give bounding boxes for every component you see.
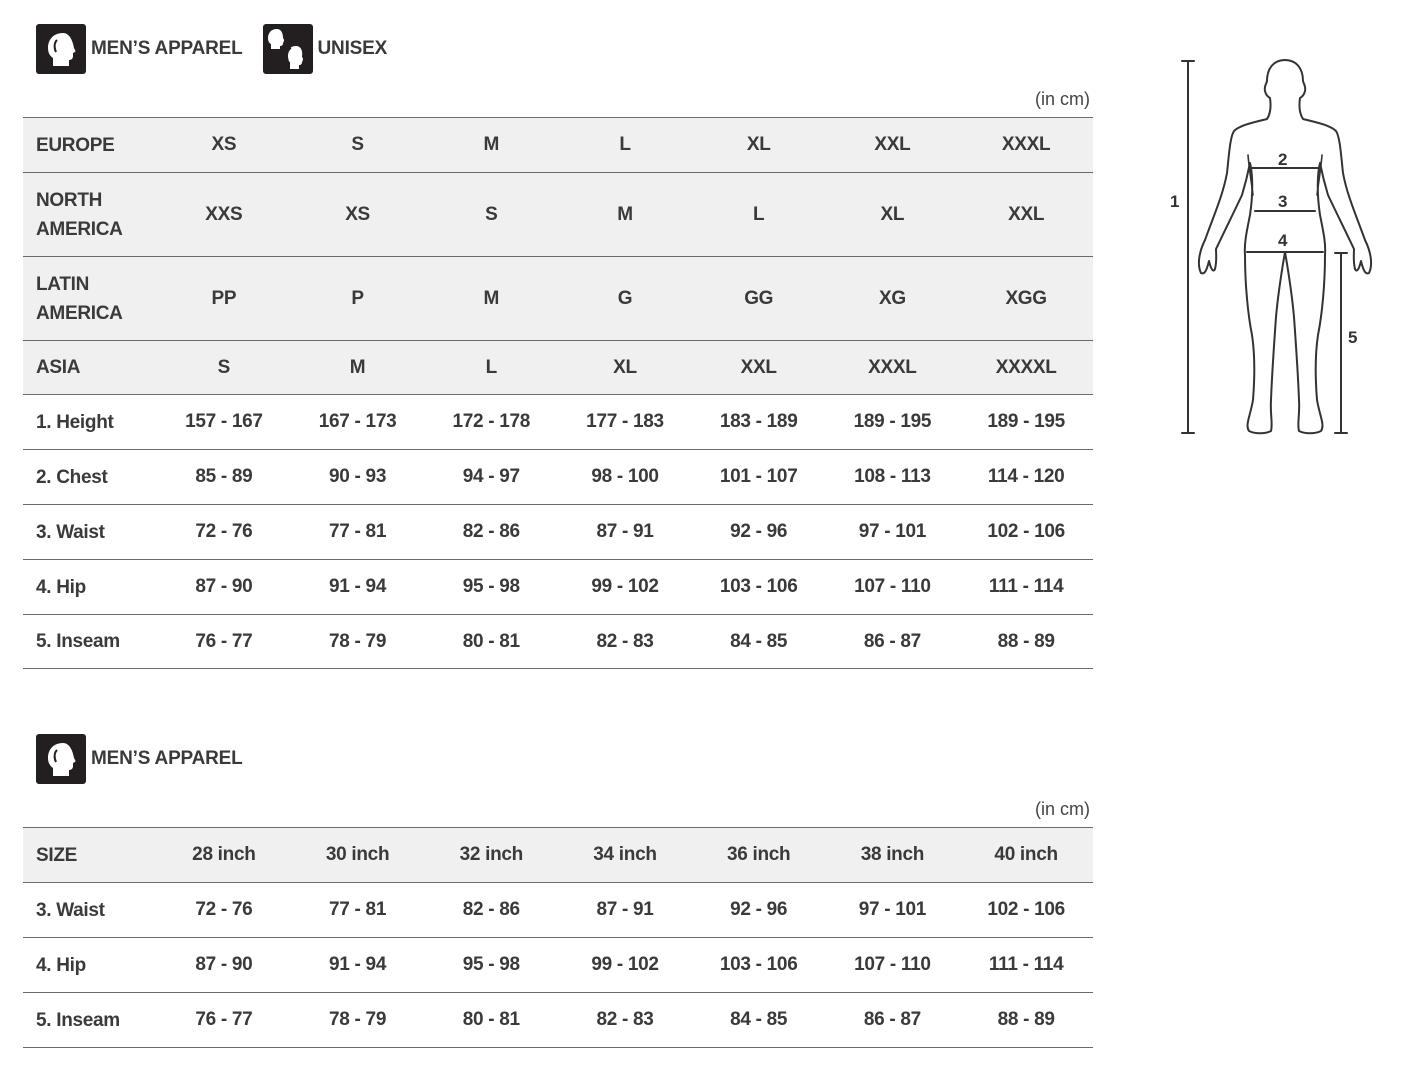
row-label-line: NORTH [36,189,103,211]
international-size-table [23,117,1093,669]
row-label: EUROPE [23,118,157,173]
row-label: 3. Waist [23,883,157,938]
size-cell: M [424,118,558,173]
measure-cell: 91 - 94 [291,560,425,615]
measure-cell: 87 - 90 [157,560,291,615]
measure-cell: 80 - 81 [424,615,558,669]
measure-cell: 189 - 195 [959,395,1093,450]
measure-cell: 82 - 86 [424,883,558,938]
row-inseam [23,993,1093,1048]
waist-size-table [23,827,1093,1048]
row-label: SIZE [23,828,157,883]
hip-marker-label: 4 [1278,231,1288,250]
measure-cell: 84 - 85 [692,615,826,669]
size-cell: L [692,173,826,257]
size-cell: M [424,257,558,341]
unit-note-cm: (in cm) [1035,799,1090,819]
measure-cell: 78 - 79 [291,993,425,1048]
size-cell: M [558,173,692,257]
mens-apparel-label: MEN’S APPAREL [91,38,243,59]
measure-cell: 111 - 114 [959,560,1093,615]
row-label: 4. Hip [23,560,157,615]
size-cell: S [291,118,425,173]
size-cell: GG [692,257,826,341]
measure-cell: 103 - 106 [692,938,826,993]
male-head-icon [36,24,86,74]
measure-cell: 102 - 106 [959,883,1093,938]
measure-cell: 91 - 94 [291,938,425,993]
measure-cell: 101 - 107 [692,450,826,505]
size-cell: XXXL [826,341,960,395]
size-cell: 28 inch [157,828,291,883]
row-label: ASIA [23,341,157,395]
measure-cell: 87 - 90 [157,938,291,993]
measure-cell: 76 - 77 [157,993,291,1048]
inseam-marker-label: 5 [1348,328,1358,347]
measure-cell: 88 - 89 [959,615,1093,669]
size-cell: XXXL [959,118,1093,173]
measure-cell: 92 - 96 [692,883,826,938]
row-waist [23,505,1093,560]
size-cell: XXL [826,118,960,173]
section2-badges [36,734,263,784]
size-cell: 40 inch [959,828,1093,883]
mens-apparel-badge [36,24,243,74]
row-label: 1. Height [23,395,157,450]
row-label [23,173,157,257]
measure-cell: 90 - 93 [291,450,425,505]
row-height [23,395,1093,450]
row-label: 4. Hip [23,938,157,993]
row-hip [23,938,1093,993]
size-cell: P [291,257,425,341]
unit-note-cm: (in cm) [1035,89,1090,109]
size-cell: 34 inch [558,828,692,883]
size-cell: S [424,173,558,257]
row-label: 5. Inseam [23,993,157,1048]
measure-cell: 107 - 110 [826,938,960,993]
size-cell: XS [291,173,425,257]
size-cell: XXS [157,173,291,257]
measure-cell: 82 - 86 [424,505,558,560]
measure-cell: 86 - 87 [826,993,960,1048]
row-label-line: LATIN [36,273,90,295]
measure-cell: 87 - 91 [558,505,692,560]
measure-cell: 99 - 102 [558,560,692,615]
measure-cell: 92 - 96 [692,505,826,560]
row-label: 3. Waist [23,505,157,560]
body-measurement-figure [1165,55,1385,440]
size-cell: G [558,257,692,341]
measure-cell: 86 - 87 [826,615,960,669]
row-north-america [23,173,1093,257]
size-cell: M [291,341,425,395]
measure-cell: 95 - 98 [424,560,558,615]
size-cell: 38 inch [826,828,960,883]
size-cell: PP [157,257,291,341]
height-marker-label: 1 [1170,192,1180,211]
unisex-heads-icon [263,24,313,74]
row-europe [23,118,1093,173]
size-cell: XGG [959,257,1093,341]
measure-cell: 189 - 195 [826,395,960,450]
section1-badges [36,24,407,74]
row-inseam [23,615,1093,669]
measure-cell: 76 - 77 [157,615,291,669]
measure-cell: 97 - 101 [826,505,960,560]
measure-cell: 103 - 106 [692,560,826,615]
size-cell: XL [558,341,692,395]
row-hip [23,560,1093,615]
measure-cell: 78 - 79 [291,615,425,669]
chest-marker-label: 2 [1278,150,1288,169]
measure-cell: 95 - 98 [424,938,558,993]
measure-cell: 167 - 173 [291,395,425,450]
measure-cell: 82 - 83 [558,615,692,669]
measure-cell: 183 - 189 [692,395,826,450]
size-cell: XL [692,118,826,173]
male-head-icon [36,734,86,784]
size-cell: 32 inch [424,828,558,883]
row-label: 5. Inseam [23,615,157,669]
row-latin-america [23,257,1093,341]
row-chest [23,450,1093,505]
measure-cell: 102 - 106 [959,505,1093,560]
measure-cell: 88 - 89 [959,993,1093,1048]
measure-cell: 72 - 76 [157,505,291,560]
size-cell: XXXXL [959,341,1093,395]
row-asia [23,341,1093,395]
size-cell: L [424,341,558,395]
measure-cell: 77 - 81 [291,883,425,938]
size-cell: XG [826,257,960,341]
size-cell: XXL [959,173,1093,257]
size-cell: 36 inch [692,828,826,883]
measure-cell: 94 - 97 [424,450,558,505]
measure-cell: 82 - 83 [558,993,692,1048]
measure-cell: 111 - 114 [959,938,1093,993]
measure-cell: 157 - 167 [157,395,291,450]
row-label-line: AMERICA [36,218,123,240]
row-label [23,257,157,341]
row-size [23,828,1093,883]
waist-marker-label: 3 [1278,192,1288,211]
unisex-badge [263,24,388,74]
row-label: 2. Chest [23,450,157,505]
size-cell: S [157,341,291,395]
size-cell: XXL [692,341,826,395]
size-cell: 30 inch [291,828,425,883]
measure-cell: 87 - 91 [558,883,692,938]
measure-cell: 80 - 81 [424,993,558,1048]
measure-cell: 72 - 76 [157,883,291,938]
row-waist [23,883,1093,938]
measure-cell: 99 - 102 [558,938,692,993]
measure-cell: 108 - 113 [826,450,960,505]
row-label-line: AMERICA [36,302,123,324]
measure-cell: 77 - 81 [291,505,425,560]
measure-cell: 114 - 120 [959,450,1093,505]
mens-apparel-label: MEN’S APPAREL [91,748,243,769]
mens-apparel-badge [36,734,243,784]
measure-cell: 97 - 101 [826,883,960,938]
measure-cell: 85 - 89 [157,450,291,505]
size-cell: XS [157,118,291,173]
measure-cell: 107 - 110 [826,560,960,615]
size-cell: XL [826,173,960,257]
measure-cell: 177 - 183 [558,395,692,450]
measure-cell: 172 - 178 [424,395,558,450]
unisex-label: UNISEX [317,38,388,59]
measure-cell: 84 - 85 [692,993,826,1048]
measure-cell: 98 - 100 [558,450,692,505]
size-cell: L [558,118,692,173]
